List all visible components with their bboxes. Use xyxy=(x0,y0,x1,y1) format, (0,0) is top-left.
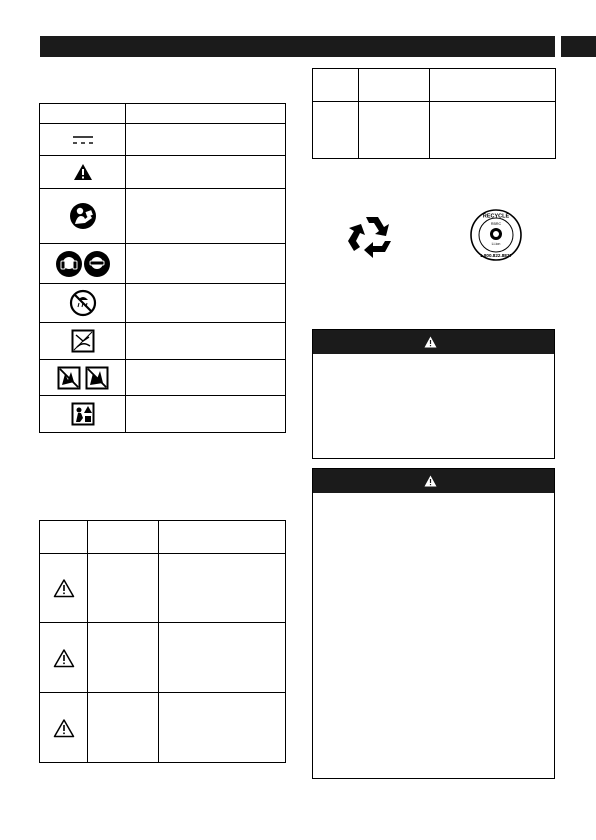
table-row xyxy=(40,396,286,433)
header-cell-symbol xyxy=(40,104,126,124)
table-row xyxy=(40,284,286,323)
battery-cell-3 xyxy=(430,102,556,159)
header-cell-3 xyxy=(430,69,556,102)
table-header-row xyxy=(40,104,286,124)
symbol-meaning xyxy=(126,396,286,433)
warning-box-header xyxy=(313,469,554,493)
cutting-hazard-icon xyxy=(40,323,126,360)
warning-triangle-icon xyxy=(424,475,437,487)
table-row xyxy=(313,102,556,159)
table-row xyxy=(40,554,286,623)
table-row xyxy=(40,156,286,189)
warning-triangle-icon xyxy=(40,693,88,763)
signal-meaning xyxy=(159,623,286,693)
symbol-meaning xyxy=(126,284,286,323)
header-cell-2 xyxy=(359,69,430,102)
table-row xyxy=(40,693,286,763)
safety-alert-icon xyxy=(40,156,126,189)
warning-triangle-icon xyxy=(424,336,437,348)
table-header-row xyxy=(313,69,556,102)
symbol-meaning xyxy=(126,323,286,360)
no-rain-icon xyxy=(40,284,126,323)
signal-word xyxy=(88,693,159,763)
warning-triangle-icon xyxy=(40,554,88,623)
battery-cell-2 xyxy=(359,102,430,159)
signal-word xyxy=(88,623,159,693)
recycle-icon xyxy=(346,211,398,263)
battery-cell-1 xyxy=(313,102,359,159)
symbol-meaning xyxy=(126,156,286,189)
keep-hands-away-icon xyxy=(40,360,126,396)
seal-phone-text: 1.800.822.8837 xyxy=(480,253,512,258)
header-cell-signal xyxy=(88,521,159,554)
bystander-distance-icon xyxy=(40,396,126,433)
header-cell-1 xyxy=(313,69,359,102)
direct-current-icon xyxy=(40,124,126,156)
symbols-table xyxy=(39,103,286,433)
symbol-meaning xyxy=(126,189,286,244)
warning-box xyxy=(312,468,555,779)
symbol-meaning xyxy=(126,360,286,396)
ear-and-eye-protection-icon xyxy=(40,244,126,284)
warning-box xyxy=(312,329,555,459)
section-header-bar xyxy=(40,36,555,57)
table-row xyxy=(40,360,286,396)
table-row xyxy=(40,124,286,156)
table-row xyxy=(40,623,286,693)
table-header-row xyxy=(40,521,286,554)
signal-words-table xyxy=(39,520,286,763)
read-manual-icon xyxy=(40,189,126,244)
signal-word xyxy=(88,554,159,623)
warning-triangle-icon xyxy=(40,623,88,693)
warning-box-header xyxy=(313,330,554,354)
header-cell-meaning xyxy=(126,104,286,124)
table-row xyxy=(40,244,286,284)
battery-table xyxy=(312,68,556,159)
rbrc-recycle-seal xyxy=(469,208,523,262)
table-row xyxy=(40,189,286,244)
header-cell-symbol xyxy=(40,521,88,554)
seal-brand-text: Li-ion xyxy=(491,242,501,246)
symbol-meaning xyxy=(126,244,286,284)
symbol-meaning xyxy=(126,124,286,156)
signal-meaning xyxy=(159,693,286,763)
header-cell-meaning xyxy=(159,521,286,554)
table-row xyxy=(40,323,286,360)
page-tab xyxy=(561,36,596,57)
seal-top-text: RECYCLE xyxy=(482,213,510,220)
seal-middle-text: RBRC xyxy=(490,222,502,226)
signal-meaning xyxy=(159,554,286,623)
